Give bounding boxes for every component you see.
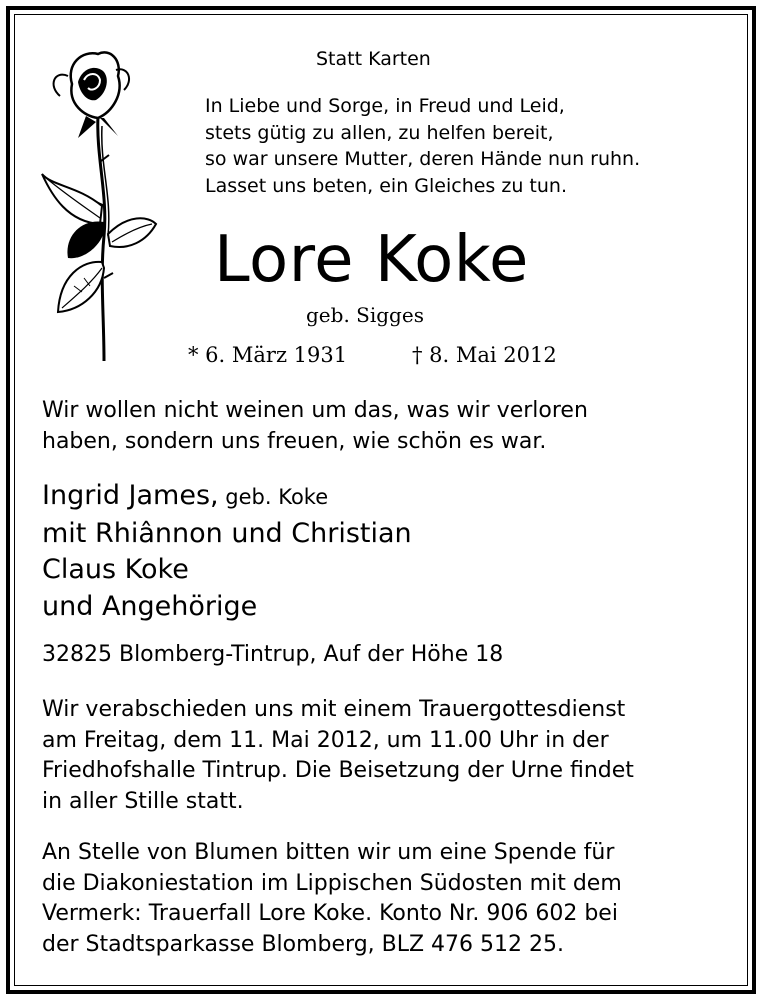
family-name-suffix: geb. Koke: [218, 485, 329, 509]
donation-line: die Diakoniestation im Lippischen Südosten mit dem: [42, 870, 622, 896]
quote-line: Wir wollen nicht weinen um das, was wir verloren: [42, 398, 588, 423]
header-text: Statt Karten: [316, 48, 431, 70]
poem-line: so war unsere Mutter, deren Hände nun ruhn.: [205, 148, 641, 170]
donation-line: An Stelle von Blumen bitten wir um eine Spende für: [42, 840, 615, 865]
poem-line: stets gütig zu allen, zu helfen bereit,: [205, 121, 554, 144]
quote-line: haben, sondern uns freuen, wie schön es war.: [42, 428, 547, 454]
donation-line: der Stadtsparkasse Blomberg, BLZ 476 512 25.: [42, 931, 565, 957]
service-line: Wir verabschieden uns mit einem Trauergottesdienst: [42, 697, 626, 722]
poem-line: In Liebe und Sorge, in Freud und Leid,: [205, 95, 565, 117]
family-name: Ingrid James,: [42, 480, 219, 511]
donation-line: Vermerk: Trauerfall Lore Koke. Konto Nr. 906 602 bei: [42, 901, 618, 926]
family-line: Claus Koke: [42, 554, 189, 585]
poem-line: Lasset uns beten, ein Gleiches zu tun.: [205, 174, 568, 197]
family-line: [42, 478, 412, 516]
rose-icon: [38, 46, 158, 366]
family-list: [42, 478, 412, 625]
service-line: in aller Stille statt.: [42, 788, 244, 814]
poem: [205, 93, 640, 199]
quote: [42, 396, 588, 457]
service-line: am Freitag, dem 11. Mai 2012, um 11.00 Uhr in der: [42, 727, 609, 753]
deceased-name: Lore Koke: [214, 223, 529, 297]
maiden-name: geb. Sigges: [306, 303, 424, 327]
donation-info: [42, 838, 622, 960]
family-line: mit Rhiânnon und Christian: [42, 517, 412, 549]
service-line: Friedhofshalle Tintrup. Die Beisetzung der Urne findet: [42, 758, 634, 783]
death-date: † 8. Mai 2012: [412, 343, 557, 367]
address-line: 32825 Blomberg-Tintrup, Auf der Höhe 18: [42, 642, 504, 667]
birth-date: * 6. März 1931: [188, 343, 348, 367]
family-line: und Angehörige: [42, 590, 258, 622]
service-info: [42, 695, 634, 817]
address: [42, 640, 503, 671]
